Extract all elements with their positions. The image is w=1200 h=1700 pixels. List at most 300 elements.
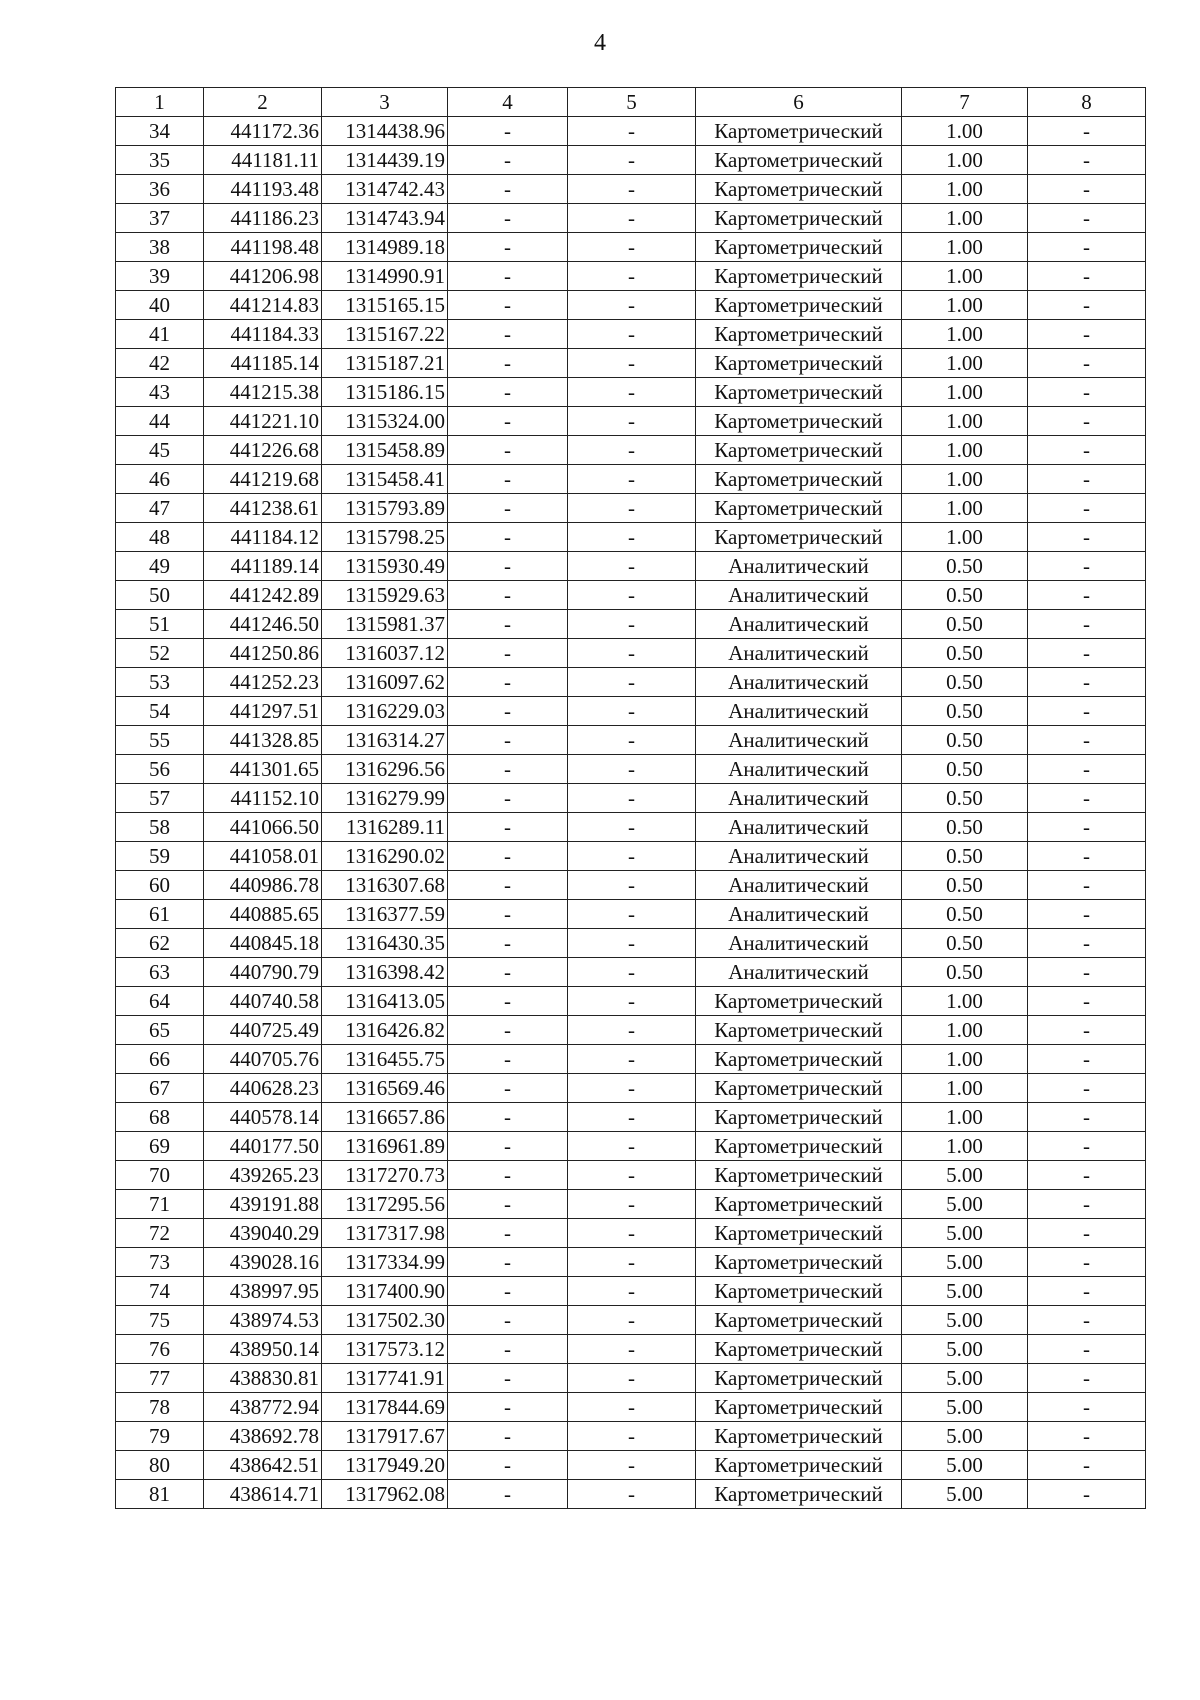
- table-row: [116, 1074, 1146, 1103]
- cell-col-4: -: [448, 1016, 568, 1045]
- cell-accuracy: 0.50: [902, 871, 1028, 900]
- cell-col-8: -: [1028, 668, 1146, 697]
- cell-point-number: 67: [116, 1074, 204, 1103]
- cell-y-coordinate: 1316229.03: [322, 697, 448, 726]
- cell-y-coordinate: 1317502.30: [322, 1306, 448, 1335]
- cell-col-8: -: [1028, 900, 1146, 929]
- cell-x-coordinate: 440740.58: [204, 987, 322, 1016]
- cell-col-8: -: [1028, 204, 1146, 233]
- cell-x-coordinate: 440578.14: [204, 1103, 322, 1132]
- table-row: [116, 610, 1146, 639]
- cell-method: Аналитический: [696, 639, 902, 668]
- cell-accuracy: 5.00: [902, 1306, 1028, 1335]
- cell-method: Картометрический: [696, 436, 902, 465]
- header-cell-accuracy: 7: [902, 88, 1028, 117]
- cell-y-coordinate: 1317400.90: [322, 1277, 448, 1306]
- cell-x-coordinate: 438997.95: [204, 1277, 322, 1306]
- cell-col-5: -: [568, 117, 696, 146]
- cell-accuracy: 1.00: [902, 175, 1028, 204]
- cell-col-8: -: [1028, 1074, 1146, 1103]
- cell-col-4: -: [448, 1248, 568, 1277]
- cell-method: Картометрический: [696, 1132, 902, 1161]
- cell-point-number: 70: [116, 1161, 204, 1190]
- cell-col-4: -: [448, 1364, 568, 1393]
- cell-x-coordinate: 438642.51: [204, 1451, 322, 1480]
- cell-accuracy: 1.00: [902, 407, 1028, 436]
- cell-x-coordinate: 441186.23: [204, 204, 322, 233]
- table-row: [116, 1451, 1146, 1480]
- cell-x-coordinate: 439191.88: [204, 1190, 322, 1219]
- cell-accuracy: 0.50: [902, 958, 1028, 987]
- cell-col-5: -: [568, 262, 696, 291]
- cell-x-coordinate: 440986.78: [204, 871, 322, 900]
- cell-method: Аналитический: [696, 813, 902, 842]
- cell-col-4: -: [448, 1335, 568, 1364]
- cell-col-8: -: [1028, 1451, 1146, 1480]
- cell-x-coordinate: 441184.33: [204, 320, 322, 349]
- cell-col-5: -: [568, 1393, 696, 1422]
- cell-accuracy: 5.00: [902, 1219, 1028, 1248]
- header-cell-col-5: 5: [568, 88, 696, 117]
- cell-x-coordinate: 441328.85: [204, 726, 322, 755]
- cell-y-coordinate: 1314438.96: [322, 117, 448, 146]
- cell-col-5: -: [568, 958, 696, 987]
- cell-col-8: -: [1028, 407, 1146, 436]
- cell-col-4: -: [448, 378, 568, 407]
- table-row: [116, 726, 1146, 755]
- cell-col-5: -: [568, 813, 696, 842]
- cell-y-coordinate: 1316430.35: [322, 929, 448, 958]
- cell-col-5: -: [568, 1364, 696, 1393]
- cell-col-4: -: [448, 929, 568, 958]
- cell-point-number: 40: [116, 291, 204, 320]
- cell-col-5: -: [568, 204, 696, 233]
- cell-method: Картометрический: [696, 1248, 902, 1277]
- cell-point-number: 73: [116, 1248, 204, 1277]
- cell-col-8: -: [1028, 958, 1146, 987]
- cell-y-coordinate: 1315167.22: [322, 320, 448, 349]
- cell-col-8: -: [1028, 1016, 1146, 1045]
- cell-y-coordinate: 1317949.20: [322, 1451, 448, 1480]
- cell-point-number: 60: [116, 871, 204, 900]
- cell-col-5: -: [568, 378, 696, 407]
- cell-y-coordinate: 1317741.91: [322, 1364, 448, 1393]
- cell-y-coordinate: 1317573.12: [322, 1335, 448, 1364]
- cell-method: Картометрический: [696, 320, 902, 349]
- page-number: 4: [594, 30, 606, 56]
- cell-point-number: 79: [116, 1422, 204, 1451]
- cell-accuracy: 1.00: [902, 117, 1028, 146]
- cell-x-coordinate: 441219.68: [204, 465, 322, 494]
- cell-col-8: -: [1028, 291, 1146, 320]
- cell-accuracy: 0.50: [902, 552, 1028, 581]
- cell-y-coordinate: 1317962.08: [322, 1480, 448, 1509]
- cell-col-8: -: [1028, 1393, 1146, 1422]
- cell-method: Аналитический: [696, 668, 902, 697]
- cell-method: Картометрический: [696, 1422, 902, 1451]
- cell-point-number: 65: [116, 1016, 204, 1045]
- cell-accuracy: 1.00: [902, 146, 1028, 175]
- header-cell-method: 6: [696, 88, 902, 117]
- cell-method: Картометрический: [696, 494, 902, 523]
- cell-col-4: -: [448, 407, 568, 436]
- cell-col-8: -: [1028, 813, 1146, 842]
- cell-x-coordinate: 441181.11: [204, 146, 322, 175]
- cell-col-4: -: [448, 465, 568, 494]
- cell-point-number: 57: [116, 784, 204, 813]
- cell-col-5: -: [568, 552, 696, 581]
- cell-method: Картометрический: [696, 1393, 902, 1422]
- table-row: [116, 1364, 1146, 1393]
- cell-point-number: 76: [116, 1335, 204, 1364]
- table-row: [116, 175, 1146, 204]
- cell-y-coordinate: 1314989.18: [322, 233, 448, 262]
- cell-x-coordinate: 440177.50: [204, 1132, 322, 1161]
- table-row: [116, 668, 1146, 697]
- cell-accuracy: 0.50: [902, 581, 1028, 610]
- cell-x-coordinate: 441242.89: [204, 581, 322, 610]
- cell-point-number: 46: [116, 465, 204, 494]
- cell-col-8: -: [1028, 175, 1146, 204]
- cell-point-number: 72: [116, 1219, 204, 1248]
- cell-col-5: -: [568, 1422, 696, 1451]
- cell-y-coordinate: 1316377.59: [322, 900, 448, 929]
- cell-accuracy: 1.00: [902, 204, 1028, 233]
- table-row: [116, 436, 1146, 465]
- cell-point-number: 45: [116, 436, 204, 465]
- cell-point-number: 62: [116, 929, 204, 958]
- cell-y-coordinate: 1316314.27: [322, 726, 448, 755]
- cell-x-coordinate: 441238.61: [204, 494, 322, 523]
- cell-col-4: -: [448, 1393, 568, 1422]
- cell-col-5: -: [568, 1277, 696, 1306]
- cell-accuracy: 0.50: [902, 929, 1028, 958]
- cell-point-number: 47: [116, 494, 204, 523]
- cell-accuracy: 1.00: [902, 1103, 1028, 1132]
- table-row: [116, 929, 1146, 958]
- cell-y-coordinate: 1316307.68: [322, 871, 448, 900]
- cell-x-coordinate: 441297.51: [204, 697, 322, 726]
- cell-accuracy: 5.00: [902, 1393, 1028, 1422]
- table-row: [116, 1393, 1146, 1422]
- cell-col-5: -: [568, 784, 696, 813]
- cell-x-coordinate: 441172.36: [204, 117, 322, 146]
- table-row: [116, 697, 1146, 726]
- table-row: [116, 1016, 1146, 1045]
- cell-x-coordinate: 441206.98: [204, 262, 322, 291]
- table-row: [116, 378, 1146, 407]
- cell-y-coordinate: 1315793.89: [322, 494, 448, 523]
- table-row: [116, 813, 1146, 842]
- cell-accuracy: 1.00: [902, 349, 1028, 378]
- cell-col-8: -: [1028, 871, 1146, 900]
- cell-col-8: -: [1028, 1277, 1146, 1306]
- cell-x-coordinate: 439028.16: [204, 1248, 322, 1277]
- cell-accuracy: 0.50: [902, 726, 1028, 755]
- cell-col-4: -: [448, 1045, 568, 1074]
- cell-col-4: -: [448, 784, 568, 813]
- cell-y-coordinate: 1315165.15: [322, 291, 448, 320]
- cell-method: Картометрический: [696, 523, 902, 552]
- cell-y-coordinate: 1314742.43: [322, 175, 448, 204]
- cell-col-4: -: [448, 610, 568, 639]
- table-row: [116, 1219, 1146, 1248]
- cell-method: Картометрический: [696, 291, 902, 320]
- cell-y-coordinate: 1316426.82: [322, 1016, 448, 1045]
- cell-point-number: 80: [116, 1451, 204, 1480]
- table-row: [116, 1422, 1146, 1451]
- cell-col-4: -: [448, 523, 568, 552]
- cell-col-5: -: [568, 581, 696, 610]
- cell-point-number: 75: [116, 1306, 204, 1335]
- cell-x-coordinate: 441152.10: [204, 784, 322, 813]
- cell-y-coordinate: 1316296.56: [322, 755, 448, 784]
- cell-accuracy: 1.00: [902, 1132, 1028, 1161]
- cell-y-coordinate: 1316037.12: [322, 639, 448, 668]
- cell-method: Картометрический: [696, 1190, 902, 1219]
- cell-point-number: 53: [116, 668, 204, 697]
- cell-method: Картометрический: [696, 1364, 902, 1393]
- cell-method: Аналитический: [696, 755, 902, 784]
- cell-col-5: -: [568, 1451, 696, 1480]
- cell-method: Картометрический: [696, 1045, 902, 1074]
- header-cell-col-4: 4: [448, 88, 568, 117]
- cell-col-4: -: [448, 204, 568, 233]
- cell-col-4: -: [448, 900, 568, 929]
- cell-accuracy: 5.00: [902, 1335, 1028, 1364]
- cell-col-8: -: [1028, 755, 1146, 784]
- table-row: [116, 581, 1146, 610]
- cell-col-5: -: [568, 291, 696, 320]
- cell-point-number: 59: [116, 842, 204, 871]
- table-row: [116, 1480, 1146, 1509]
- cell-method: Картометрический: [696, 465, 902, 494]
- cell-y-coordinate: 1314743.94: [322, 204, 448, 233]
- cell-x-coordinate: 441058.01: [204, 842, 322, 871]
- cell-y-coordinate: 1316569.46: [322, 1074, 448, 1103]
- cell-x-coordinate: 438772.94: [204, 1393, 322, 1422]
- table-row: [116, 320, 1146, 349]
- table-row: [116, 1190, 1146, 1219]
- cell-col-8: -: [1028, 117, 1146, 146]
- cell-col-8: -: [1028, 1335, 1146, 1364]
- cell-x-coordinate: 438950.14: [204, 1335, 322, 1364]
- cell-col-4: -: [448, 349, 568, 378]
- cell-x-coordinate: 440885.65: [204, 900, 322, 929]
- cell-col-4: -: [448, 1219, 568, 1248]
- cell-col-8: -: [1028, 1161, 1146, 1190]
- cell-col-8: -: [1028, 784, 1146, 813]
- cell-col-4: -: [448, 755, 568, 784]
- cell-point-number: 50: [116, 581, 204, 610]
- cell-point-number: 37: [116, 204, 204, 233]
- cell-accuracy: 0.50: [902, 813, 1028, 842]
- cell-col-8: -: [1028, 610, 1146, 639]
- cell-col-5: -: [568, 1132, 696, 1161]
- cell-x-coordinate: 441246.50: [204, 610, 322, 639]
- cell-point-number: 42: [116, 349, 204, 378]
- cell-col-8: -: [1028, 1045, 1146, 1074]
- cell-method: Аналитический: [696, 552, 902, 581]
- cell-col-5: -: [568, 755, 696, 784]
- cell-x-coordinate: 439265.23: [204, 1161, 322, 1190]
- cell-method: Аналитический: [696, 697, 902, 726]
- cell-point-number: 36: [116, 175, 204, 204]
- cell-col-4: -: [448, 697, 568, 726]
- cell-col-8: -: [1028, 639, 1146, 668]
- cell-col-5: -: [568, 1480, 696, 1509]
- cell-method: Картометрический: [696, 1451, 902, 1480]
- cell-point-number: 49: [116, 552, 204, 581]
- cell-point-number: 81: [116, 1480, 204, 1509]
- cell-y-coordinate: 1314439.19: [322, 146, 448, 175]
- cell-col-8: -: [1028, 581, 1146, 610]
- table-row: [116, 755, 1146, 784]
- cell-y-coordinate: 1316455.75: [322, 1045, 448, 1074]
- cell-y-coordinate: 1316097.62: [322, 668, 448, 697]
- cell-col-4: -: [448, 494, 568, 523]
- cell-method: Картометрический: [696, 1480, 902, 1509]
- cell-method: Картометрический: [696, 1219, 902, 1248]
- cell-col-5: -: [568, 668, 696, 697]
- cell-col-4: -: [448, 1451, 568, 1480]
- cell-y-coordinate: 1317917.67: [322, 1422, 448, 1451]
- cell-accuracy: 0.50: [902, 755, 1028, 784]
- cell-y-coordinate: 1315458.89: [322, 436, 448, 465]
- cell-col-5: -: [568, 436, 696, 465]
- cell-point-number: 68: [116, 1103, 204, 1132]
- table-row: [116, 1161, 1146, 1190]
- cell-col-5: -: [568, 842, 696, 871]
- header-cell-y-coordinate: 3: [322, 88, 448, 117]
- cell-point-number: 64: [116, 987, 204, 1016]
- cell-y-coordinate: 1315458.41: [322, 465, 448, 494]
- cell-col-4: -: [448, 291, 568, 320]
- cell-method: Картометрический: [696, 1103, 902, 1132]
- cell-col-8: -: [1028, 378, 1146, 407]
- cell-y-coordinate: 1315981.37: [322, 610, 448, 639]
- cell-col-4: -: [448, 552, 568, 581]
- cell-col-8: -: [1028, 1103, 1146, 1132]
- cell-x-coordinate: 441215.38: [204, 378, 322, 407]
- cell-col-5: -: [568, 1045, 696, 1074]
- cell-accuracy: 5.00: [902, 1364, 1028, 1393]
- cell-col-4: -: [448, 639, 568, 668]
- cell-x-coordinate: 441250.86: [204, 639, 322, 668]
- cell-method: Аналитический: [696, 929, 902, 958]
- table-row: [116, 146, 1146, 175]
- cell-col-8: -: [1028, 726, 1146, 755]
- cell-method: Картометрический: [696, 1016, 902, 1045]
- cell-accuracy: 5.00: [902, 1480, 1028, 1509]
- cell-accuracy: 5.00: [902, 1161, 1028, 1190]
- cell-method: Картометрический: [696, 1161, 902, 1190]
- cell-y-coordinate: 1316413.05: [322, 987, 448, 1016]
- cell-col-5: -: [568, 929, 696, 958]
- cell-point-number: 43: [116, 378, 204, 407]
- cell-point-number: 71: [116, 1190, 204, 1219]
- table-row: [116, 1248, 1146, 1277]
- cell-col-4: -: [448, 175, 568, 204]
- cell-method: Аналитический: [696, 900, 902, 929]
- cell-accuracy: 1.00: [902, 1016, 1028, 1045]
- cell-accuracy: 1.00: [902, 378, 1028, 407]
- cell-y-coordinate: 1317844.69: [322, 1393, 448, 1422]
- cell-method: Картометрический: [696, 204, 902, 233]
- cell-y-coordinate: 1315324.00: [322, 407, 448, 436]
- cell-col-5: -: [568, 871, 696, 900]
- cell-col-4: -: [448, 1480, 568, 1509]
- cell-method: Картометрический: [696, 987, 902, 1016]
- table-row: [116, 233, 1146, 262]
- cell-y-coordinate: 1316657.86: [322, 1103, 448, 1132]
- cell-x-coordinate: 441198.48: [204, 233, 322, 262]
- table-row: [116, 1132, 1146, 1161]
- cell-point-number: 54: [116, 697, 204, 726]
- cell-col-8: -: [1028, 1306, 1146, 1335]
- cell-col-8: -: [1028, 523, 1146, 552]
- cell-col-5: -: [568, 1219, 696, 1248]
- cell-point-number: 52: [116, 639, 204, 668]
- cell-y-coordinate: 1315930.49: [322, 552, 448, 581]
- cell-accuracy: 0.50: [902, 610, 1028, 639]
- cell-col-5: -: [568, 987, 696, 1016]
- cell-x-coordinate: 441301.65: [204, 755, 322, 784]
- cell-method: Картометрический: [696, 378, 902, 407]
- cell-x-coordinate: 440790.79: [204, 958, 322, 987]
- cell-col-5: -: [568, 407, 696, 436]
- header-cell-point-number: 1: [116, 88, 204, 117]
- cell-y-coordinate: 1317270.73: [322, 1161, 448, 1190]
- table-row: [116, 552, 1146, 581]
- cell-accuracy: 0.50: [902, 900, 1028, 929]
- table-row: [116, 291, 1146, 320]
- cell-method: Аналитический: [696, 842, 902, 871]
- cell-accuracy: 1.00: [902, 494, 1028, 523]
- cell-point-number: 77: [116, 1364, 204, 1393]
- cell-y-coordinate: 1317334.99: [322, 1248, 448, 1277]
- table-row: [116, 842, 1146, 871]
- cell-col-8: -: [1028, 1480, 1146, 1509]
- cell-col-4: -: [448, 581, 568, 610]
- cell-col-5: -: [568, 1248, 696, 1277]
- cell-col-8: -: [1028, 987, 1146, 1016]
- cell-accuracy: 5.00: [902, 1277, 1028, 1306]
- table-row: [116, 262, 1146, 291]
- cell-accuracy: 0.50: [902, 784, 1028, 813]
- cell-point-number: 61: [116, 900, 204, 929]
- cell-point-number: 63: [116, 958, 204, 987]
- cell-x-coordinate: 441189.14: [204, 552, 322, 581]
- cell-accuracy: 5.00: [902, 1451, 1028, 1480]
- cell-col-5: -: [568, 697, 696, 726]
- table-row: [116, 900, 1146, 929]
- cell-col-4: -: [448, 871, 568, 900]
- cell-accuracy: 1.00: [902, 436, 1028, 465]
- cell-method: Картометрический: [696, 1306, 902, 1335]
- cell-y-coordinate: 1316961.89: [322, 1132, 448, 1161]
- cell-col-4: -: [448, 1161, 568, 1190]
- cell-col-5: -: [568, 146, 696, 175]
- cell-col-5: -: [568, 233, 696, 262]
- cell-col-4: -: [448, 668, 568, 697]
- cell-col-8: -: [1028, 1422, 1146, 1451]
- cell-method: Картометрический: [696, 1335, 902, 1364]
- cell-y-coordinate: 1316398.42: [322, 958, 448, 987]
- cell-col-8: -: [1028, 262, 1146, 291]
- table-row: [116, 987, 1146, 1016]
- cell-y-coordinate: 1316279.99: [322, 784, 448, 813]
